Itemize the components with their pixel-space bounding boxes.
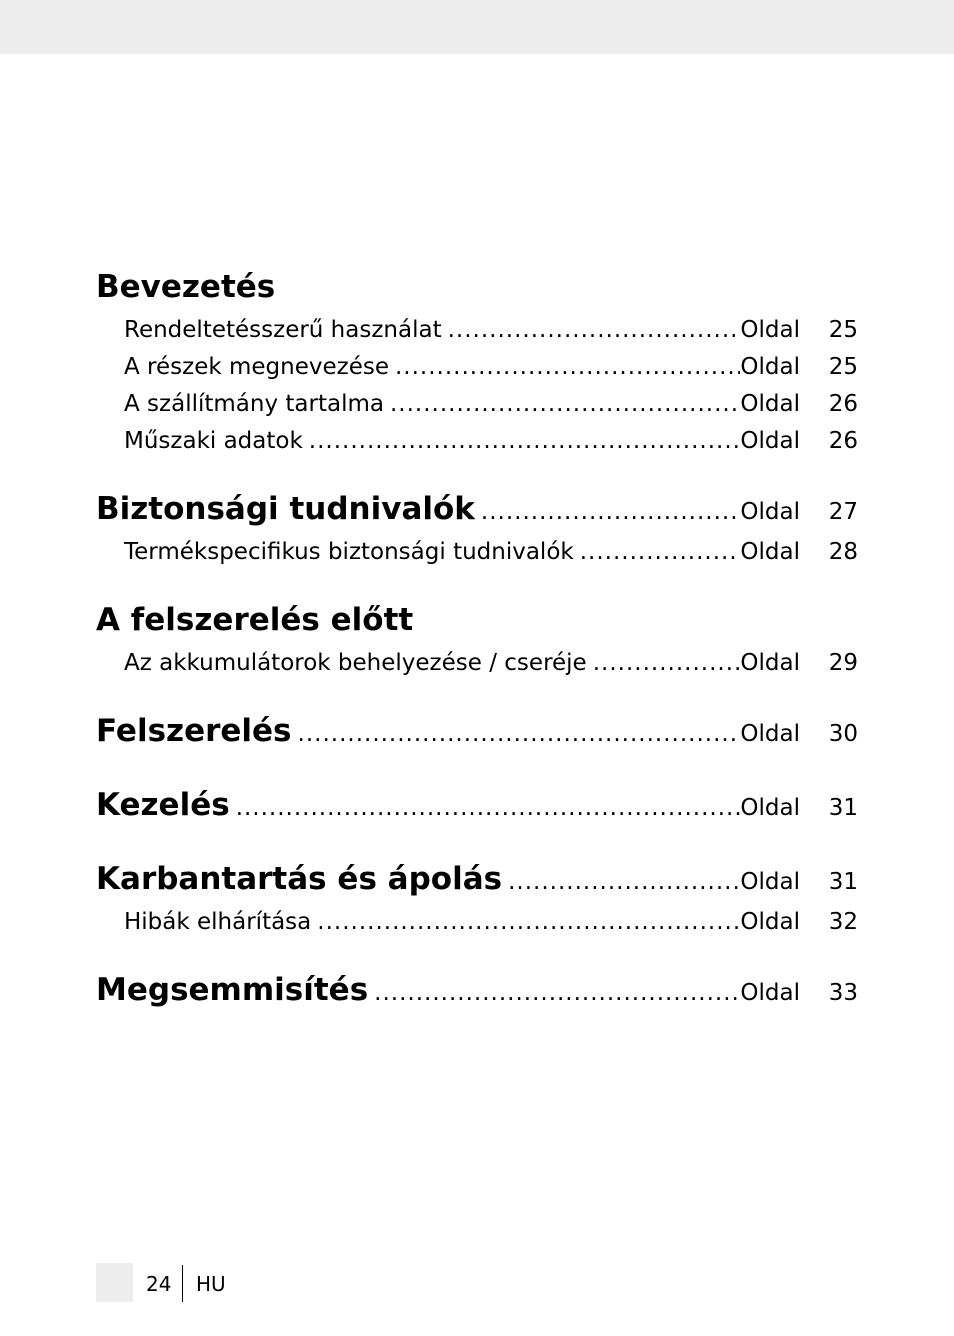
toc-section [96, 484, 858, 571]
oldal-label: Oldal [740, 909, 800, 935]
oldal-label: Oldal [740, 650, 800, 676]
oldal-label: Oldal [740, 869, 800, 895]
dot-leader [309, 423, 741, 460]
toc-entry-label: Hibák elhárítása [124, 909, 312, 935]
dot-leader [317, 904, 740, 941]
toc-heading: Bevezetés [96, 269, 276, 305]
toc-heading: Kezelés [96, 787, 230, 823]
dot-leader [395, 349, 740, 386]
toc-entry-label: A szállítmány tartalma [124, 391, 384, 417]
toc-heading-row[interactable] [96, 262, 858, 312]
toc-section [96, 854, 858, 941]
toc-heading-row[interactable] [96, 484, 858, 534]
oldal-label: Oldal [740, 795, 800, 821]
dot-leader [298, 709, 741, 759]
oldal-label: Oldal [740, 980, 800, 1006]
toc-heading: Biztonsági tudnivalók [96, 491, 475, 527]
toc-entry[interactable] [96, 423, 858, 460]
toc-heading-row[interactable] [96, 854, 858, 904]
toc-section [96, 262, 858, 460]
oldal-label: Oldal [740, 499, 800, 525]
toc-section [96, 965, 858, 1015]
toc-entry-label: A részek megnevezése [124, 354, 389, 380]
page-number: 28 [828, 539, 858, 565]
dot-leader [508, 857, 740, 907]
toc-entry-label: Műszaki adatok [124, 428, 303, 454]
toc-entry[interactable] [96, 645, 858, 682]
page-number: 29 [828, 650, 858, 676]
toc-entry[interactable] [96, 312, 858, 349]
oldal-label: Oldal [740, 354, 800, 380]
page-number: 31 [828, 795, 858, 821]
toc-heading-row[interactable] [96, 706, 858, 756]
toc-entry-label: Rendeltetésszerű használat [124, 317, 442, 343]
toc-heading: Megsemmisítés [96, 972, 369, 1008]
table-of-contents [96, 262, 858, 1015]
top-band [0, 0, 954, 54]
dot-leader [448, 312, 741, 349]
toc-section [96, 706, 858, 756]
page-number: 25 [828, 354, 858, 380]
footer-marker-box [96, 1263, 133, 1302]
footer-language-code: HU [196, 1272, 226, 1296]
page-number: 32 [828, 909, 858, 935]
toc-entry-label: Az akkumulátorok behelyezése / cseréje [124, 650, 587, 676]
page-number: 27 [828, 499, 858, 525]
toc-heading: A felszerelés előtt [96, 602, 414, 638]
toc-section [96, 595, 858, 682]
page-number: 25 [828, 317, 858, 343]
toc-entry[interactable] [96, 534, 858, 571]
dot-leader [580, 534, 741, 571]
page-number: 26 [828, 428, 858, 454]
dot-leader [236, 783, 741, 833]
oldal-label: Oldal [740, 428, 800, 454]
footer-divider [182, 1265, 183, 1302]
dot-leader [593, 645, 741, 682]
toc-section [96, 780, 858, 830]
toc-entry[interactable] [96, 386, 858, 423]
dot-leader [481, 487, 741, 537]
oldal-label: Oldal [740, 391, 800, 417]
toc-heading-row[interactable] [96, 965, 858, 1015]
page-number: 30 [828, 721, 858, 747]
toc-heading: Karbantartás és ápolás [96, 861, 503, 897]
oldal-label: Oldal [740, 721, 800, 747]
dot-leader [390, 386, 740, 423]
dot-leader [374, 968, 740, 1018]
oldal-label: Oldal [740, 539, 800, 565]
page-number: 26 [828, 391, 858, 417]
page-number: 31 [828, 869, 858, 895]
oldal-label: Oldal [740, 317, 800, 343]
footer-page-number: 24 [146, 1272, 172, 1296]
toc-entry[interactable] [96, 904, 858, 941]
toc-heading-row[interactable] [96, 780, 858, 830]
toc-heading: Felszerelés [96, 713, 292, 749]
toc-entry[interactable] [96, 349, 858, 386]
toc-heading-row[interactable] [96, 595, 858, 645]
page-number: 33 [828, 980, 858, 1006]
toc-entry-label: Termékspecifikus biztonsági tudnivalók [124, 539, 574, 565]
